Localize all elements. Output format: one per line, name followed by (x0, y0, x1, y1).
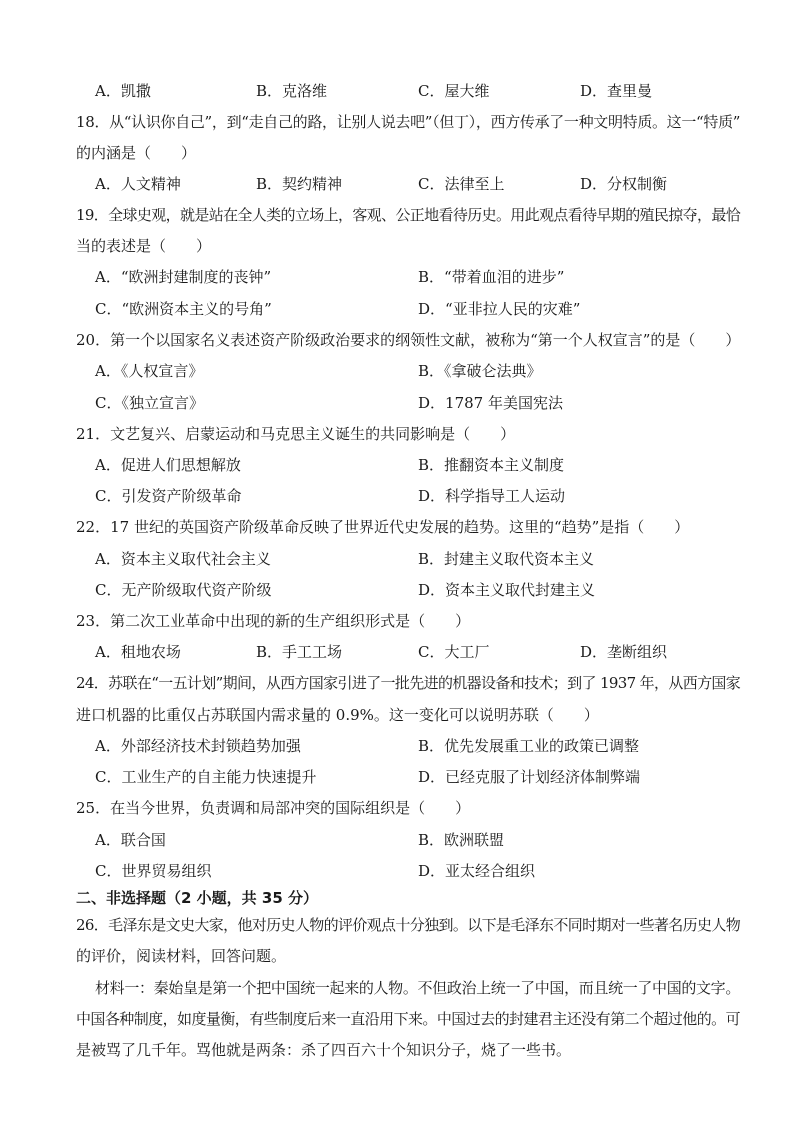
q21-stem: 21．文艺复兴、启蒙运动和马克思主义诞生的共同影响是（ ） (76, 425, 516, 443)
q26-material1-line3: 是被骂了几千年。骂他就是两条：杀了四百六十个知识分子，烧了一些书。 (76, 1041, 572, 1059)
q21-option-a: A．促进人们思想解放 (95, 456, 241, 474)
q24-option-a: A．外部经济技术封锁趋势加强 (95, 737, 301, 755)
q23-option-b: B．手工工场 (256, 643, 343, 661)
q19-option-a: A．“欧洲封建制度的丧钟” (95, 268, 272, 286)
q18-option-c: C．法律至上 (418, 175, 505, 193)
q18-option-b: B．契约精神 (256, 175, 343, 193)
q23-option-a: A．租地农场 (95, 643, 181, 661)
q23-option-d: D．垄断组织 (580, 643, 668, 661)
q19-option-c: C．“欧洲资本主义的号角” (95, 300, 272, 318)
q26-material1-line1: 材料一：秦始皇是第一个把中国统一起来的人物。不但政治上统一了中国，而且统一了中国的文字。 (95, 979, 741, 997)
q25-option-d: D．亚太经合组织 (418, 862, 536, 880)
q24-stem-line2: 进口机器的比重仅占苏联国内需求量的 0.9%。这一变化可以说明苏联（ ） (76, 706, 599, 724)
q17-option-c: C．屋大维 (418, 82, 490, 100)
q22-option-a: A．资本主义取代社会主义 (95, 550, 271, 568)
q19-option-d: D．“亚非拉人民的灾难” (418, 300, 581, 318)
q24-option-b: B．优先发展重工业的政策已调整 (418, 737, 640, 755)
q22-option-c: C．无产阶级取代资产阶级 (95, 581, 272, 599)
q18-option-a: A．人文精神 (95, 175, 181, 193)
q23-stem: 23．第二次工业革命中出现的新的生产组织形式是（ ） (76, 612, 471, 630)
q17-option-d: D．查里曼 (580, 82, 653, 100)
q17-option-a: A．凯撒 (95, 82, 151, 100)
q23-option-c: C．大工厂 (418, 643, 490, 661)
q17-option-b: B．克洛维 (256, 82, 328, 100)
q18-stem-line2: 的内涵是（ ） (76, 144, 197, 162)
q25-option-c: C．世界贸易组织 (95, 862, 212, 880)
q20-option-c: C．《独立宣言》 (95, 394, 204, 412)
q24-option-d: D．已经克服了计划经济体制弊端 (418, 768, 641, 786)
q21-option-b: B．推翻资本主义制度 (418, 456, 565, 474)
q21-option-c: C．引发资产阶级革命 (95, 487, 242, 505)
q19-stem-line2: 当的表述是（ ） (76, 237, 212, 255)
q18-option-d: D．分权制衡 (580, 175, 668, 193)
q26-stem-line2: 的评价，阅读材料，回答问题。 (76, 947, 287, 965)
q20-option-b: B．《拿破仑法典》 (418, 362, 542, 380)
q22-option-d: D．资本主义取代封建主义 (418, 581, 596, 599)
q19-option-b: B．“带着血泪的进步” (418, 268, 565, 286)
q25-option-a: A．联合国 (95, 831, 166, 849)
q20-option-a: A．《人权宣言》 (95, 362, 204, 380)
q24-option-c: C．工业生产的自主能力快速提升 (95, 768, 317, 786)
q18-stem-line1: 18．从“认识你自己”，到“走自己的路，让别人说去吧”（但丁），西方传承了一种文明特质。这一“特质” (76, 113, 741, 131)
q22-option-b: B．封建主义取代资本主义 (418, 550, 595, 568)
section-title-non-choice: 二、非选择题（2 小题，共 35 分） (76, 889, 318, 907)
q19-stem-line1: 19．全球史观，就是站在全人类的立场上，客观、公正地看待历史。用此观点看待早期的殖民掠夺，最恰 (76, 206, 741, 224)
q20-option-d: D．1787 年美国宪法 (418, 394, 563, 412)
q26-material1-line2: 中国各种制度，如度量衡，有些制度后来一直沿用下来。中国过去的封建君主还没有第二个超过他的。可 (76, 1010, 741, 1028)
q24-stem-line1: 24．苏联在“一五计划”期间，从西方国家引进了一批先进的机器设备和技术；到了 1937 年，从西方国家 (76, 674, 741, 692)
q22-stem: 22．17 世纪的英国资产阶级革命反映了世界近代史发展的趋势。这里的“趋势”是指（ ） (76, 518, 690, 536)
q20-stem: 20．第一个以国家名义表述资产阶级政治要求的纲领性文献，被称为“第一个人权宣言”的是（ ） (76, 331, 741, 349)
q25-option-b: B．欧洲联盟 (418, 831, 505, 849)
q26-stem-line1: 26．毛泽东是文史大家，他对历史人物的评价观点十分独到。以下是毛泽东不同时期对一些著名历史人物 (76, 916, 741, 934)
q25-stem: 25．在当今世界，负责调和局部冲突的国际组织是（ ） (76, 799, 471, 817)
q21-option-d: D．科学指导工人运动 (418, 487, 566, 505)
